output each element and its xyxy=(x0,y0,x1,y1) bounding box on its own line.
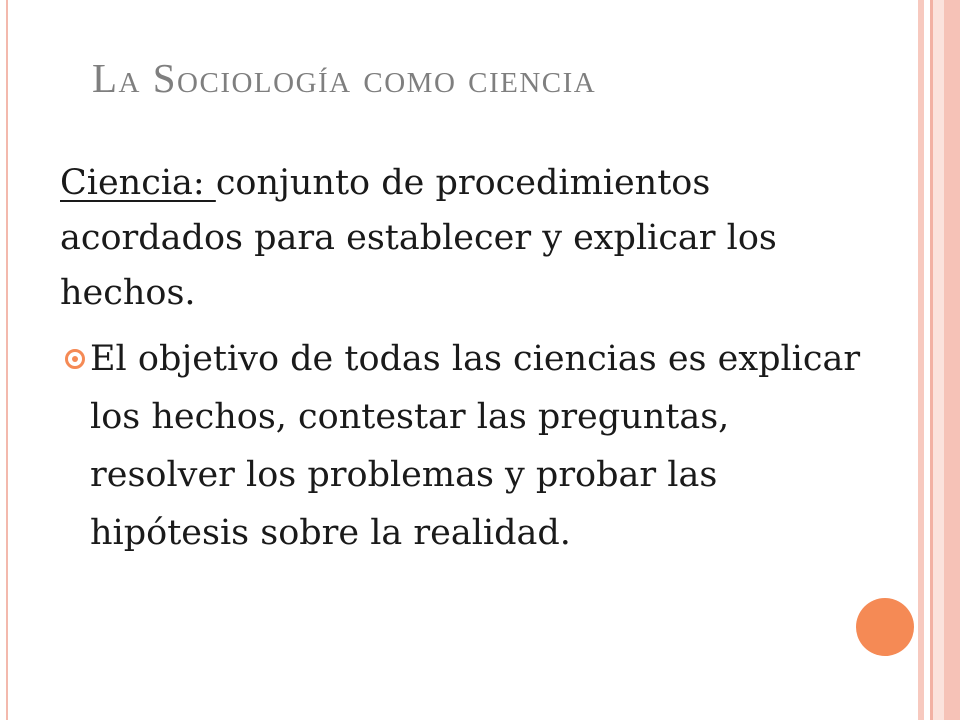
bullet-dot-icon xyxy=(64,348,86,370)
bullet-text: El objetivo de todas las ciencias es explicar los hechos, contestar las preguntas, resolver los problemas y probar las hipótesis sobre la realidad. xyxy=(90,339,861,553)
definition-paragraph xyxy=(60,156,880,321)
decorative-circle xyxy=(856,598,914,656)
right-decorative-stripe xyxy=(933,0,944,720)
slide-title: La Sociología como ciencia xyxy=(92,55,597,101)
right-decorative-stripe xyxy=(944,0,960,720)
left-border-line xyxy=(6,0,8,720)
bullet-item xyxy=(60,330,880,562)
definition-term: Ciencia: xyxy=(60,163,216,203)
definition-text: conjunto de procedimientos acordados para establecer y explicar los hechos. xyxy=(60,163,777,313)
